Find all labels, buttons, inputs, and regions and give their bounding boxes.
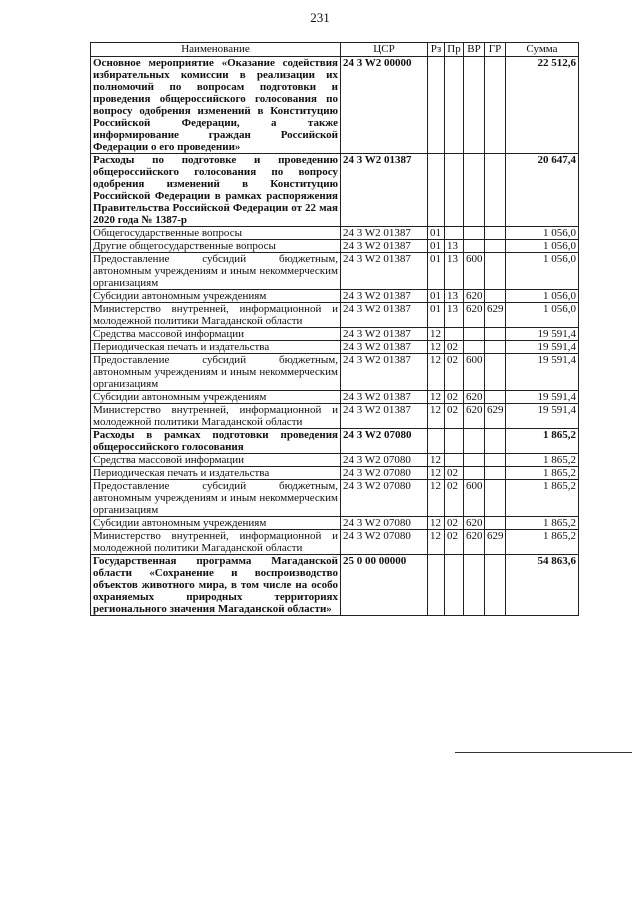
cell-rz: 01 <box>428 253 445 290</box>
cell-pr <box>445 555 464 616</box>
table-row <box>91 467 579 480</box>
cell-sum: 19 591,4 <box>506 354 579 391</box>
cell-sum: 1 865,2 <box>506 467 579 480</box>
cell-vr <box>464 467 485 480</box>
cell-vr: 620 <box>464 303 485 328</box>
cell-rz: 01 <box>428 227 445 240</box>
cell-pr: 02 <box>445 517 464 530</box>
cell-csr: 24 3 W2 07080 <box>341 467 428 480</box>
header-csr: ЦСР <box>341 43 428 57</box>
header-vr: ВР <box>464 43 485 57</box>
cell-rz: 01 <box>428 290 445 303</box>
cell-gr: 629 <box>485 404 506 429</box>
cell-csr: 24 3 W2 01387 <box>341 227 428 240</box>
cell-rz: 12 <box>428 517 445 530</box>
table-row <box>91 57 579 154</box>
cell-pr <box>445 429 464 454</box>
cell-sum: 1 056,0 <box>506 303 579 328</box>
cell-gr: 629 <box>485 303 506 328</box>
table-row <box>91 341 579 354</box>
cell-gr <box>485 467 506 480</box>
cell-csr: 24 3 W2 07080 <box>341 454 428 467</box>
cell-gr <box>485 555 506 616</box>
table-row <box>91 240 579 253</box>
cell-name: Периодическая печать и издательства <box>91 341 341 354</box>
cell-pr: 02 <box>445 341 464 354</box>
header-name: Наименование <box>91 43 341 57</box>
cell-csr: 24 3 W2 01387 <box>341 290 428 303</box>
cell-pr <box>445 227 464 240</box>
cell-sum: 1 865,2 <box>506 454 579 467</box>
cell-name: Предоставление субсидий бюджетным, автономным учреждениям и иным некоммерческим организациям <box>91 253 341 290</box>
cell-gr: 629 <box>485 530 506 555</box>
cell-name: Периодическая печать и издательства <box>91 467 341 480</box>
table-row <box>91 253 579 290</box>
cell-sum: 1 056,0 <box>506 227 579 240</box>
table-row <box>91 454 579 467</box>
cell-rz <box>428 154 445 227</box>
cell-name: Субсидии автономным учреждениям <box>91 290 341 303</box>
cell-name: Государственная программа Магаданской области «Сохранение и воспроизводство объектов животного мира, в том числе на особо охраняемых природных территориях регионального значения Магаданской области» <box>91 555 341 616</box>
cell-name: Другие общегосударственные вопросы <box>91 240 341 253</box>
page-number: 231 <box>310 10 330 25</box>
cell-name: Предоставление субсидий бюджетным, автономным учреждениям и иным некоммерческим организациям <box>91 480 341 517</box>
header-sum: Сумма <box>506 43 579 57</box>
cell-vr: 620 <box>464 404 485 429</box>
cell-vr: 600 <box>464 354 485 391</box>
cell-pr: 13 <box>445 303 464 328</box>
cell-rz: 12 <box>428 328 445 341</box>
cell-name: Министерство внутренней, информационной и молодежной политики Магаданской области <box>91 303 341 328</box>
cell-rz: 12 <box>428 391 445 404</box>
cell-name: Предоставление субсидий бюджетным, автономным учреждениям и иным некоммерческим организациям <box>91 354 341 391</box>
cell-gr <box>485 154 506 227</box>
cell-sum: 19 591,4 <box>506 341 579 354</box>
cell-pr: 02 <box>445 391 464 404</box>
cell-name: Расходы в рамках подготовки проведения общероссийского голосования <box>91 429 341 454</box>
cell-pr <box>445 328 464 341</box>
cell-csr: 25 0 00 00000 <box>341 555 428 616</box>
cell-name: Средства массовой информации <box>91 454 341 467</box>
cell-rz <box>428 429 445 454</box>
cell-gr <box>485 57 506 154</box>
cell-vr: 600 <box>464 480 485 517</box>
cell-csr: 24 3 W2 01387 <box>341 328 428 341</box>
cell-vr <box>464 341 485 354</box>
cell-csr: 24 3 W2 01387 <box>341 391 428 404</box>
cell-vr: 620 <box>464 391 485 404</box>
cell-sum: 19 591,4 <box>506 391 579 404</box>
cell-name: Субсидии автономным учреждениям <box>91 517 341 530</box>
cell-gr <box>485 480 506 517</box>
cell-rz <box>428 57 445 154</box>
table-row <box>91 328 579 341</box>
cell-gr <box>485 240 506 253</box>
table-row <box>91 429 579 454</box>
cell-sum: 1 056,0 <box>506 240 579 253</box>
cell-vr <box>464 154 485 227</box>
footer-rule <box>455 752 632 753</box>
header-rz: Рз <box>428 43 445 57</box>
table-row <box>91 404 579 429</box>
cell-csr: 24 3 W2 01387 <box>341 341 428 354</box>
cell-vr <box>464 454 485 467</box>
cell-rz: 12 <box>428 404 445 429</box>
cell-csr: 24 3 W2 01387 <box>341 240 428 253</box>
cell-vr: 620 <box>464 517 485 530</box>
cell-rz: 01 <box>428 303 445 328</box>
cell-pr <box>445 57 464 154</box>
cell-csr: 24 3 W2 07080 <box>341 530 428 555</box>
cell-sum: 1 865,2 <box>506 530 579 555</box>
cell-pr: 13 <box>445 240 464 253</box>
cell-rz: 12 <box>428 530 445 555</box>
cell-name: Министерство внутренней, информационной и молодежной политики Магаданской области <box>91 530 341 555</box>
cell-vr: 620 <box>464 530 485 555</box>
table-row <box>91 227 579 240</box>
cell-csr: 24 3 W2 01387 <box>341 154 428 227</box>
cell-name: Общегосударственные вопросы <box>91 227 341 240</box>
header-gr: ГР <box>485 43 506 57</box>
table-row <box>91 555 579 616</box>
cell-rz: 12 <box>428 480 445 517</box>
cell-csr: 24 3 W2 01387 <box>341 354 428 391</box>
cell-rz: 12 <box>428 467 445 480</box>
table-row <box>91 303 579 328</box>
table-row <box>91 354 579 391</box>
cell-csr: 24 3 W2 07080 <box>341 480 428 517</box>
cell-gr <box>485 227 506 240</box>
cell-gr <box>485 517 506 530</box>
cell-vr: 620 <box>464 290 485 303</box>
cell-gr <box>485 354 506 391</box>
cell-name: Основное мероприятие «Оказание содействия избирательных комиссии в реализации их полномочий по вопросам подготовки и проведения общероссийского голосования по вопросу одобрения изменений в Конституцию Российской Федерации, а также информирование граждан Российской Федерации о его проведении» <box>91 57 341 154</box>
cell-gr <box>485 429 506 454</box>
cell-rz: 01 <box>428 240 445 253</box>
table-body <box>91 57 579 616</box>
table-row <box>91 154 579 227</box>
cell-pr: 02 <box>445 467 464 480</box>
cell-name: Расходы по подготовке и проведению общероссийского голосования по вопросу одобрения изменений в Конституцию Российской Федерации в рамках распоряжения Правительства Российской Федерации от 22 мая 2020 года № 1387-р <box>91 154 341 227</box>
cell-sum: 1 056,0 <box>506 253 579 290</box>
cell-vr <box>464 240 485 253</box>
cell-gr <box>485 328 506 341</box>
cell-pr: 02 <box>445 530 464 555</box>
cell-rz: 12 <box>428 354 445 391</box>
cell-sum: 1 865,2 <box>506 480 579 517</box>
cell-gr <box>485 341 506 354</box>
cell-pr: 02 <box>445 404 464 429</box>
cell-csr: 24 3 W2 00000 <box>341 57 428 154</box>
cell-sum: 1 865,2 <box>506 517 579 530</box>
cell-sum: 20 647,4 <box>506 154 579 227</box>
cell-pr: 13 <box>445 253 464 290</box>
cell-sum: 19 591,4 <box>506 404 579 429</box>
cell-gr <box>485 454 506 467</box>
cell-vr <box>464 555 485 616</box>
cell-sum: 1 056,0 <box>506 290 579 303</box>
cell-pr: 02 <box>445 480 464 517</box>
cell-sum: 1 865,2 <box>506 429 579 454</box>
cell-gr <box>485 290 506 303</box>
cell-rz <box>428 555 445 616</box>
table-row <box>91 480 579 517</box>
cell-pr: 13 <box>445 290 464 303</box>
table-row <box>91 530 579 555</box>
table-row <box>91 517 579 530</box>
header-pr: Пр <box>445 43 464 57</box>
table-row <box>91 290 579 303</box>
cell-vr: 600 <box>464 253 485 290</box>
budget-table <box>90 42 579 616</box>
cell-pr: 02 <box>445 354 464 391</box>
cell-sum: 22 512,6 <box>506 57 579 154</box>
cell-vr <box>464 57 485 154</box>
cell-gr <box>485 253 506 290</box>
cell-csr: 24 3 W2 07080 <box>341 429 428 454</box>
cell-pr <box>445 454 464 467</box>
cell-name: Средства массовой информации <box>91 328 341 341</box>
cell-csr: 24 3 W2 01387 <box>341 303 428 328</box>
cell-name: Министерство внутренней, информационной и молодежной политики Магаданской области <box>91 404 341 429</box>
cell-csr: 24 3 W2 07080 <box>341 517 428 530</box>
cell-sum: 19 591,4 <box>506 328 579 341</box>
cell-vr <box>464 429 485 454</box>
cell-vr <box>464 227 485 240</box>
cell-csr: 24 3 W2 01387 <box>341 404 428 429</box>
cell-name: Субсидии автономным учреждениям <box>91 391 341 404</box>
cell-rz: 12 <box>428 341 445 354</box>
table-header-row <box>91 43 579 57</box>
table-row <box>91 391 579 404</box>
cell-sum: 54 863,6 <box>506 555 579 616</box>
cell-rz: 12 <box>428 454 445 467</box>
cell-gr <box>485 391 506 404</box>
cell-csr: 24 3 W2 01387 <box>341 253 428 290</box>
cell-vr <box>464 328 485 341</box>
cell-pr <box>445 154 464 227</box>
